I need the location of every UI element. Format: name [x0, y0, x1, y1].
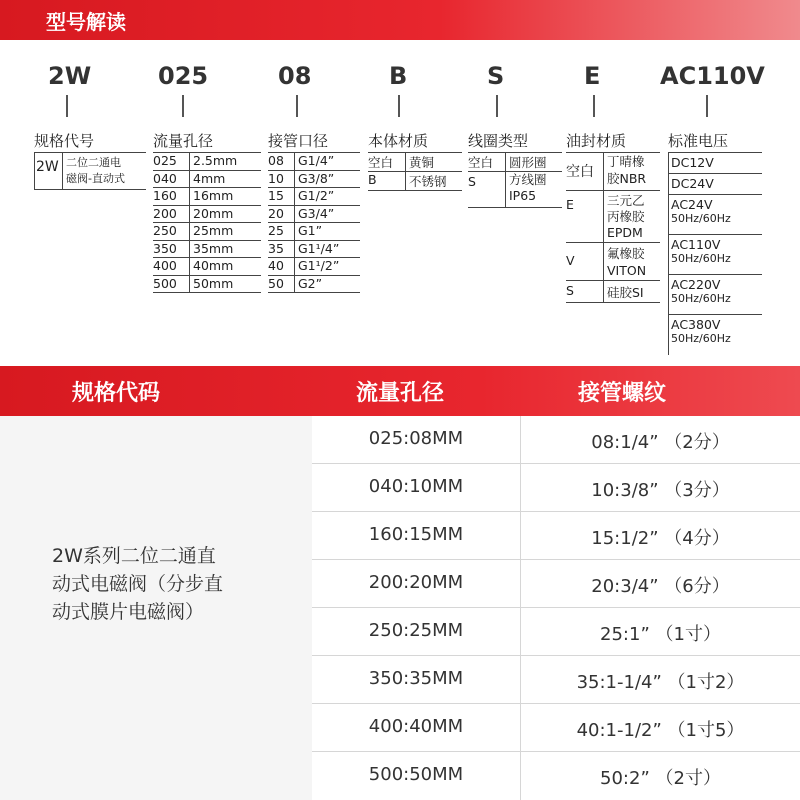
voltage-row: AC110V 50Hz/60Hz [669, 235, 762, 275]
code-flow: 025 [158, 62, 209, 90]
port-column [268, 130, 360, 293]
table-header-band [0, 366, 800, 416]
body-row: 空白 黄铜 [368, 153, 462, 172]
seal-row: V 氟橡胶 VITON [566, 243, 660, 281]
flow-row: 200 20mm [153, 206, 261, 224]
seal-header: 油封材质 [566, 132, 627, 150]
voltage-row: DC24V [669, 174, 762, 195]
table-row: 025:08MM 08:1/4” （2分） [312, 416, 800, 464]
section-title: 型号解读 [46, 10, 126, 34]
port-header: 接管口径 [268, 132, 329, 150]
spec-column [34, 130, 146, 190]
seal-column [566, 130, 660, 303]
coil-row: 空白 圆形圈 [468, 153, 562, 172]
table-row: 200:20MM 20:3/4” （6分） [312, 560, 800, 608]
coil-header: 线圈类型 [468, 132, 529, 150]
seal-row: 空白 丁晴橡 胶NBR [566, 153, 660, 191]
flow-table [153, 152, 261, 293]
flow-row: 400 40mm [153, 258, 261, 276]
coil-table [468, 152, 562, 208]
voltage-row: AC220V 50Hz/60Hz [669, 275, 762, 315]
flow-row: 025 2.5mm [153, 153, 261, 171]
port-row: 20 G3/4” [268, 206, 360, 224]
spec-value: 二位二通电 磁阀-直动式 [66, 156, 125, 185]
table-header-spec: 规格代码 [72, 381, 161, 406]
connector-line [496, 95, 498, 117]
code-coil: S [487, 62, 505, 90]
seal-row: E 三元乙 丙橡胶 EPDM [566, 191, 660, 243]
connector-line [66, 95, 68, 117]
coil-column [468, 130, 562, 208]
table-row: 500:50MM 50:2” （2寸） [368, 764, 721, 789]
port-row: 08 G1/4” [268, 153, 360, 171]
table-row: 400:40MM 40:1-1/2” （1寸5） [312, 704, 800, 752]
port-row: 50 G2” [268, 276, 360, 294]
port-row: 10 G3/8” [268, 171, 360, 189]
spec-key: 2W [35, 153, 63, 189]
flow-row: 500 50mm [153, 276, 261, 294]
seal-row: S 硅胶SI [566, 281, 660, 303]
code-port: 08 [278, 62, 312, 90]
body-header: 本体材质 [368, 132, 429, 150]
port-row: 15 G1/2” [268, 188, 360, 206]
seal-table [566, 152, 660, 303]
connector-line [398, 95, 400, 117]
spec-row [34, 152, 146, 190]
spec-header: 规格代号 [34, 132, 95, 150]
voltage-table [668, 152, 762, 355]
voltage-row: AC24V 50Hz/60Hz [669, 195, 762, 235]
code-voltage: AC110V [660, 62, 765, 90]
voltage-column [668, 130, 762, 355]
body-row: B 不锈钢 [368, 172, 462, 191]
table-row: 350:35MM 35:1-1/4” （1寸2） [312, 656, 800, 704]
port-row: 35 G1¹/4” [268, 241, 360, 259]
voltage-header: 标准电压 [668, 132, 729, 150]
port-table [268, 152, 360, 293]
flow-row: 250 25mm [153, 223, 261, 241]
table-row: 160:15MM 15:1/2” （4分） [312, 512, 800, 560]
code-seal: E [584, 62, 601, 90]
flow-header: 流量孔径 [153, 132, 214, 150]
flow-column [153, 130, 261, 293]
code-spec: 2W [48, 62, 92, 90]
table-row: 040:10MM 10:3/8” （3分） [312, 464, 800, 512]
connector-line [593, 95, 595, 117]
section-header [0, 0, 800, 40]
flow-row: 040 4mm [153, 171, 261, 189]
spec-description: 2W系列二位二通直 动式电磁阀（分步直 动式膜片电磁阀） [52, 545, 224, 623]
code-body: B [389, 62, 408, 90]
coil-row: S 方线圈 IP65 [468, 172, 562, 208]
voltage-row: AC380V 50Hz/60Hz [671, 317, 731, 345]
port-row: 40 G1¹/2” [268, 258, 360, 276]
connector-line [182, 95, 184, 117]
body-table [368, 152, 462, 191]
connector-line [296, 95, 298, 117]
connector-line [706, 95, 708, 117]
table-header-flow: 流量孔径 [356, 381, 445, 406]
voltage-row: DC12V [669, 153, 762, 174]
flow-row: 350 35mm [153, 241, 261, 259]
body-column [368, 130, 462, 191]
table-row: 250:25MM 25:1” （1寸） [312, 608, 800, 656]
flow-row: 160 16mm [153, 188, 261, 206]
table-header-thread: 接管螺纹 [578, 381, 667, 406]
port-row: 25 G1” [268, 223, 360, 241]
